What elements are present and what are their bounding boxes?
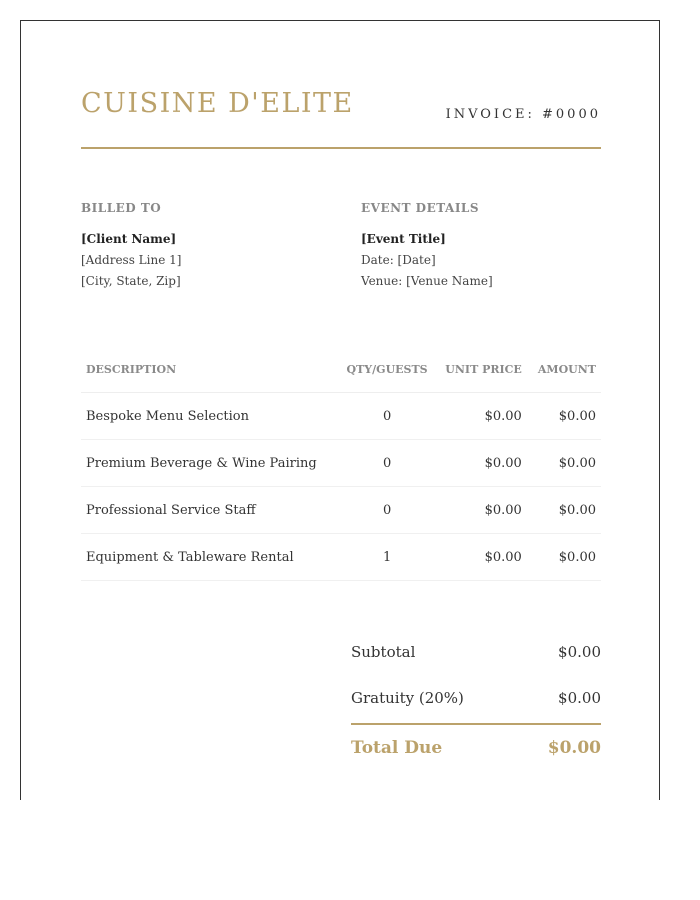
item-description: Equipment & Tableware Rental bbox=[81, 534, 338, 581]
invoice-number: INVOICE: #0000 bbox=[445, 107, 601, 122]
invoice-header bbox=[81, 85, 601, 149]
event-title: [Event Title] bbox=[361, 232, 446, 246]
total-due-label: Total Due bbox=[351, 738, 443, 758]
line-items-table bbox=[81, 346, 601, 581]
item-qty: 0 bbox=[338, 440, 436, 487]
event-date: Date: [Date] bbox=[361, 253, 436, 267]
item-amount: $0.00 bbox=[527, 487, 601, 534]
invoice-page bbox=[20, 20, 660, 800]
subtotal-value: $0.00 bbox=[558, 643, 601, 661]
client-address-line-1: [Address Line 1] bbox=[81, 253, 182, 267]
item-unit-price: $0.00 bbox=[436, 487, 527, 534]
table-row bbox=[81, 440, 601, 487]
event-details-heading: EVENT DETAILS bbox=[361, 201, 480, 215]
subtotal-label: Subtotal bbox=[351, 643, 416, 661]
table-row bbox=[81, 393, 601, 440]
item-qty: 0 bbox=[338, 487, 436, 534]
client-city-state-zip: [City, State, Zip] bbox=[81, 274, 181, 288]
item-description: Premium Beverage & Wine Pairing bbox=[81, 440, 338, 487]
billed-to-section bbox=[81, 201, 341, 292]
table-row bbox=[81, 487, 601, 534]
billed-to-heading: BILLED TO bbox=[81, 201, 162, 215]
item-unit-price: $0.00 bbox=[436, 440, 527, 487]
gratuity-row bbox=[351, 677, 601, 723]
column-header-amount: AMOUNT bbox=[527, 346, 601, 393]
total-due-value: $0.00 bbox=[547, 738, 601, 758]
column-header-qty: QTY/GUESTS bbox=[338, 346, 436, 393]
subtotal-row bbox=[351, 631, 601, 677]
table-row bbox=[81, 534, 601, 581]
item-unit-price: $0.00 bbox=[436, 393, 527, 440]
column-header-description: DESCRIPTION bbox=[81, 346, 338, 393]
total-due-row bbox=[351, 725, 601, 771]
event-details-section bbox=[361, 201, 621, 292]
item-amount: $0.00 bbox=[527, 440, 601, 487]
item-description: Professional Service Staff bbox=[81, 487, 338, 534]
totals-section bbox=[351, 631, 601, 771]
gratuity-value: $0.00 bbox=[558, 689, 601, 707]
item-qty: 1 bbox=[338, 534, 436, 581]
client-name: [Client Name] bbox=[81, 232, 177, 246]
table-header-row bbox=[81, 346, 601, 393]
item-qty: 0 bbox=[338, 393, 436, 440]
item-unit-price: $0.00 bbox=[436, 534, 527, 581]
column-header-unit-price: UNIT PRICE bbox=[436, 346, 527, 393]
item-amount: $0.00 bbox=[527, 393, 601, 440]
event-venue: Venue: [Venue Name] bbox=[361, 274, 493, 288]
item-description: Bespoke Menu Selection bbox=[81, 393, 338, 440]
brand-name: CUISINE D'ELITE bbox=[81, 88, 354, 119]
item-amount: $0.00 bbox=[527, 534, 601, 581]
gratuity-label: Gratuity (20%) bbox=[351, 689, 464, 707]
